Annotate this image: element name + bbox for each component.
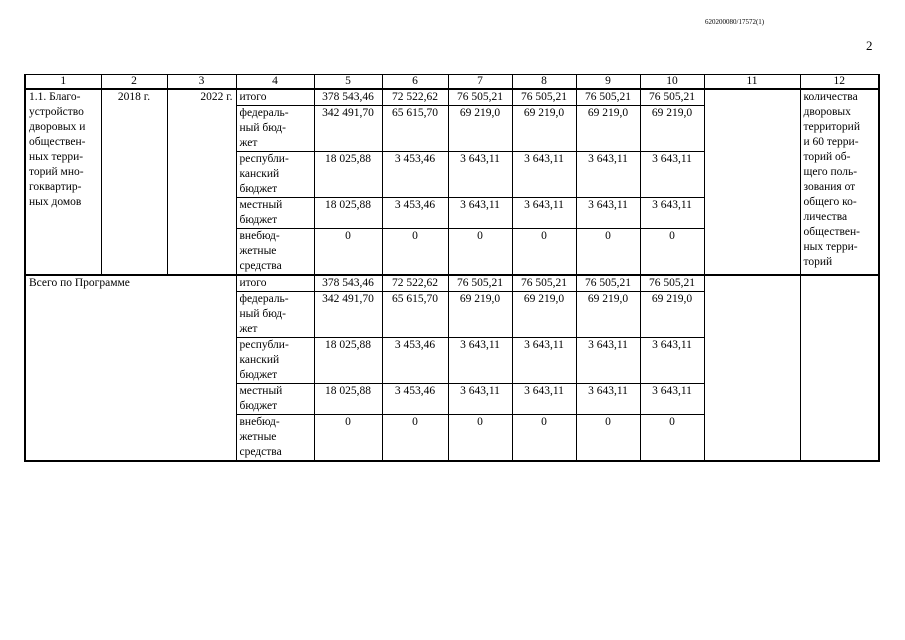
text-line: гоквартир- bbox=[29, 181, 82, 193]
text-line: канский bbox=[239, 354, 280, 366]
text-line: устройство bbox=[29, 106, 84, 118]
funding-value: 3 453,46 bbox=[382, 384, 448, 415]
funding-value: 3 643,11 bbox=[640, 384, 704, 415]
text-line: торий bbox=[803, 256, 833, 268]
text-line: ный бюд- bbox=[239, 308, 286, 320]
start-year: 2018 г. bbox=[101, 89, 167, 275]
funding-source-label bbox=[236, 275, 314, 292]
funding-value: 3 643,11 bbox=[640, 152, 704, 198]
funding-value: 0 bbox=[576, 229, 640, 276]
funding-source-label bbox=[236, 229, 314, 276]
table-row bbox=[25, 275, 879, 292]
funding-source-label bbox=[236, 338, 314, 384]
funding-value: 3 643,11 bbox=[512, 384, 576, 415]
column-number: 6 bbox=[382, 75, 448, 90]
column-number: 3 bbox=[167, 75, 236, 90]
funding-source-label bbox=[236, 106, 314, 152]
funding-value: 18 025,88 bbox=[314, 338, 382, 384]
column-11-cell bbox=[704, 89, 800, 275]
text-line: общего ко- bbox=[803, 196, 857, 208]
text-line: и 60 терри- bbox=[803, 136, 859, 148]
indicator-description bbox=[800, 89, 879, 275]
column-number: 1 bbox=[25, 75, 101, 90]
program-funding-table bbox=[24, 74, 880, 462]
text-line: бюджет bbox=[239, 369, 278, 381]
funding-value: 3 643,11 bbox=[512, 152, 576, 198]
text-line: жет bbox=[239, 323, 258, 335]
funding-value: 3 643,11 bbox=[640, 338, 704, 384]
funding-value: 76 505,21 bbox=[640, 275, 704, 292]
column-number-row bbox=[25, 75, 879, 90]
text-line: внебюд- bbox=[239, 416, 280, 428]
funding-value: 342 491,70 bbox=[314, 106, 382, 152]
funding-value: 0 bbox=[382, 415, 448, 462]
funding-value: 0 bbox=[640, 229, 704, 276]
column-number: 5 bbox=[314, 75, 382, 90]
text-line: местный bbox=[239, 385, 283, 397]
text-line: торий об- bbox=[803, 151, 851, 163]
funding-value: 18 025,88 bbox=[314, 384, 382, 415]
funding-value: 0 bbox=[576, 415, 640, 462]
text-line: внебюд- bbox=[239, 230, 280, 242]
funding-value: 3 643,11 bbox=[512, 338, 576, 384]
column-number: 2 bbox=[101, 75, 167, 90]
page-number: 2 bbox=[866, 38, 873, 53]
funding-value: 378 543,46 bbox=[314, 275, 382, 292]
column-11-cell bbox=[704, 275, 800, 461]
funding-source-label bbox=[236, 89, 314, 106]
text-line: территорий bbox=[803, 121, 860, 133]
funding-value: 0 bbox=[512, 229, 576, 276]
column-number: 8 bbox=[512, 75, 576, 90]
funding-value: 76 505,21 bbox=[512, 89, 576, 106]
funding-value: 76 505,21 bbox=[512, 275, 576, 292]
text-line: канский bbox=[239, 168, 280, 180]
funding-source-label bbox=[236, 152, 314, 198]
text-line: 1.1. Благо- bbox=[29, 91, 81, 103]
text-line: зования от bbox=[803, 181, 856, 193]
text-line: жет bbox=[239, 137, 258, 149]
text-line: средства bbox=[239, 446, 282, 458]
funding-value: 3 643,11 bbox=[448, 152, 512, 198]
column-number: 10 bbox=[640, 75, 704, 90]
column-number: 12 bbox=[800, 75, 879, 90]
program-total-label: Всего по Программе bbox=[25, 275, 236, 461]
funding-value: 76 505,21 bbox=[448, 89, 512, 106]
text-line: республи- bbox=[239, 153, 289, 165]
text-line: ных домов bbox=[29, 196, 82, 208]
funding-value: 72 522,62 bbox=[382, 275, 448, 292]
document-code: 620200080/17572(1) bbox=[705, 18, 765, 26]
funding-value: 0 bbox=[314, 229, 382, 276]
table-body bbox=[25, 75, 879, 462]
text-line: обществен- bbox=[29, 136, 86, 148]
funding-value: 69 219,0 bbox=[512, 292, 576, 338]
funding-value: 69 219,0 bbox=[640, 106, 704, 152]
funding-value: 3 643,11 bbox=[448, 198, 512, 229]
text-line: ных терри- bbox=[29, 151, 84, 163]
funding-value: 3 643,11 bbox=[448, 384, 512, 415]
table-row bbox=[25, 89, 879, 106]
funding-value: 0 bbox=[314, 415, 382, 462]
funding-value: 3 643,11 bbox=[576, 198, 640, 229]
funding-value: 69 219,0 bbox=[448, 106, 512, 152]
funding-value: 3 643,11 bbox=[512, 198, 576, 229]
funding-value: 69 219,0 bbox=[576, 292, 640, 338]
funding-value: 76 505,21 bbox=[576, 89, 640, 106]
funding-value: 69 219,0 bbox=[640, 292, 704, 338]
text-line: ных терри- bbox=[803, 241, 858, 253]
text-line: бюджет bbox=[239, 400, 278, 412]
text-line: щего поль- bbox=[803, 166, 858, 178]
funding-value: 76 505,21 bbox=[576, 275, 640, 292]
funding-source-label bbox=[236, 198, 314, 229]
activity-name bbox=[25, 89, 101, 275]
funding-value: 69 219,0 bbox=[576, 106, 640, 152]
funding-value: 76 505,21 bbox=[640, 89, 704, 106]
column-number: 11 bbox=[704, 75, 800, 90]
funding-value: 18 025,88 bbox=[314, 152, 382, 198]
funding-value: 3 453,46 bbox=[382, 198, 448, 229]
end-year: 2022 г. bbox=[167, 89, 236, 275]
text-line: жетные bbox=[239, 431, 277, 443]
funding-source-label bbox=[236, 415, 314, 462]
text-line: дворовых и bbox=[29, 121, 86, 133]
funding-value: 378 543,46 bbox=[314, 89, 382, 106]
text-line: итого bbox=[239, 91, 267, 103]
text-line: федераль- bbox=[239, 107, 289, 119]
text-line: дворовых bbox=[803, 106, 851, 118]
funding-value: 0 bbox=[512, 415, 576, 462]
funding-value: 0 bbox=[640, 415, 704, 462]
text-line: итого bbox=[239, 277, 267, 289]
funding-value: 0 bbox=[448, 415, 512, 462]
funding-value: 76 505,21 bbox=[448, 275, 512, 292]
text-line: республи- bbox=[239, 339, 289, 351]
text-line: торий мно- bbox=[29, 166, 84, 178]
text-line: личества bbox=[803, 211, 848, 223]
column-number: 9 bbox=[576, 75, 640, 90]
funding-source-label bbox=[236, 384, 314, 415]
funding-source-label bbox=[236, 292, 314, 338]
column-number: 4 bbox=[236, 75, 314, 90]
funding-value: 3 643,11 bbox=[640, 198, 704, 229]
text-line: местный bbox=[239, 199, 283, 211]
funding-value: 0 bbox=[382, 229, 448, 276]
funding-value: 69 219,0 bbox=[512, 106, 576, 152]
funding-value: 3 643,11 bbox=[576, 384, 640, 415]
text-line: количества bbox=[803, 91, 858, 103]
funding-value: 342 491,70 bbox=[314, 292, 382, 338]
funding-value: 65 615,70 bbox=[382, 292, 448, 338]
funding-value: 3 453,46 bbox=[382, 152, 448, 198]
funding-value: 18 025,88 bbox=[314, 198, 382, 229]
text-line: бюджет bbox=[239, 183, 278, 195]
funding-value: 72 522,62 bbox=[382, 89, 448, 106]
funding-value: 3 643,11 bbox=[576, 152, 640, 198]
text-line: федераль- bbox=[239, 293, 289, 305]
funding-value: 3 453,46 bbox=[382, 338, 448, 384]
funding-value: 65 615,70 bbox=[382, 106, 448, 152]
text-line: бюджет bbox=[239, 214, 278, 226]
funding-value: 3 643,11 bbox=[576, 338, 640, 384]
text-line: обществен- bbox=[803, 226, 860, 238]
text-line: ный бюд- bbox=[239, 122, 286, 134]
funding-value: 3 643,11 bbox=[448, 338, 512, 384]
text-line: средства bbox=[239, 260, 282, 272]
funding-value: 0 bbox=[448, 229, 512, 276]
column-number: 7 bbox=[448, 75, 512, 90]
funding-value: 69 219,0 bbox=[448, 292, 512, 338]
indicator-description bbox=[800, 275, 879, 461]
text-line: жетные bbox=[239, 245, 277, 257]
